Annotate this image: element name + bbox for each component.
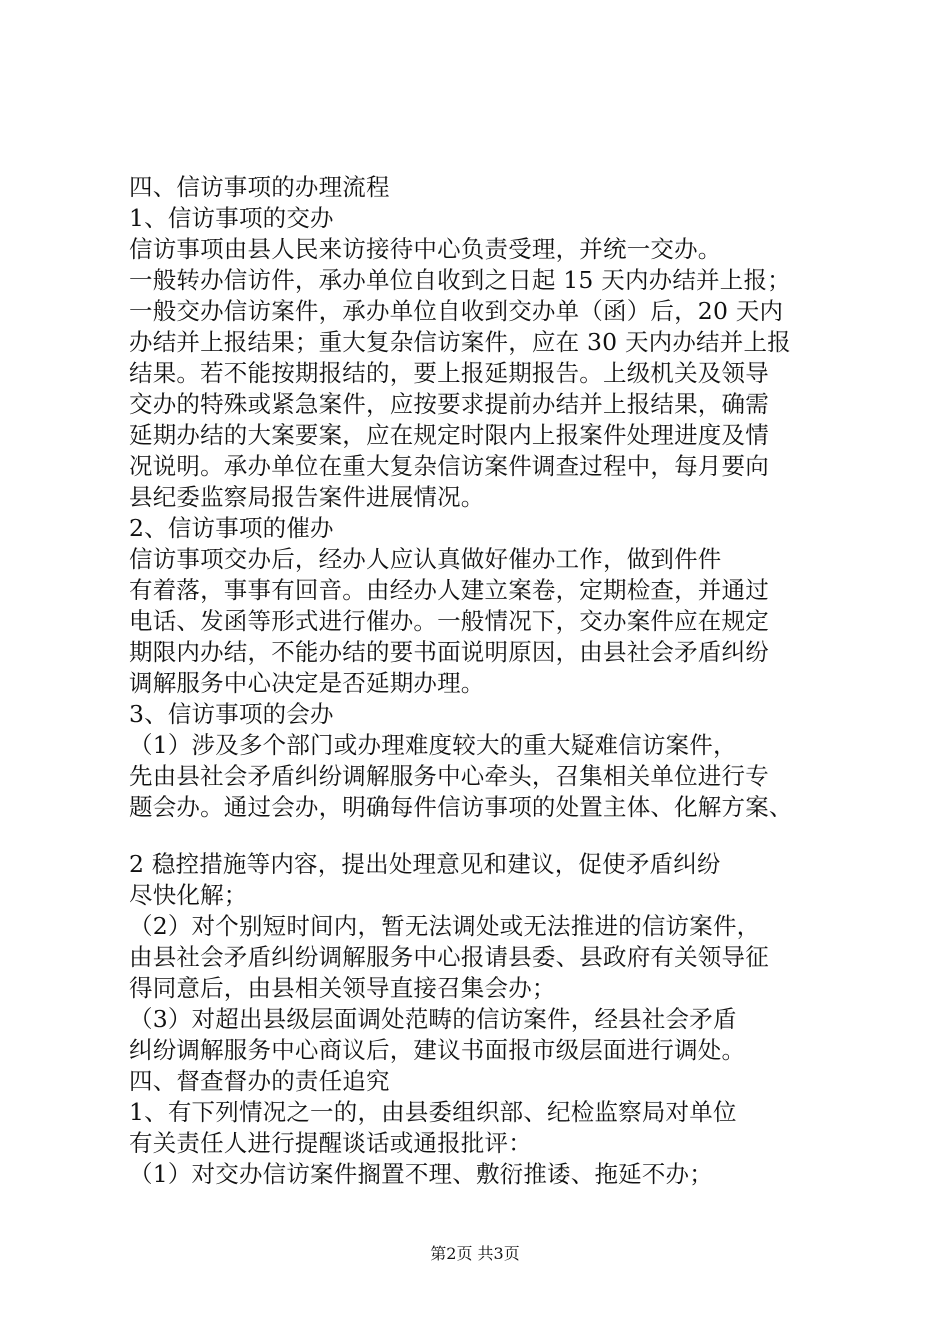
page-number-footer: 第2页 共3页 — [430, 1244, 520, 1263]
text-line: 2、信访事项的催办 — [129, 514, 334, 542]
text-line: 县纪委监察局报告案件进展情况。 — [129, 483, 485, 511]
text-line: 调解服务中心决定是否延期办理。 — [129, 669, 485, 697]
text-line: 信访事项由县人民来访接待中心负责受理，并统一交办。 — [129, 235, 722, 263]
text-line: 电话、发函等形式进行催办。一般情况下，交办案件应在规定 — [129, 607, 769, 635]
text-line: 先由县社会矛盾纠纷调解服务中心牵头，召集相关单位进行专 — [129, 762, 769, 790]
text-line: 一般交办信访案件，承办单位自收到交办单（函）后，20 天内 — [129, 297, 784, 325]
text-line: 延期办结的大案要案，应在规定时限内上报案件处理进度及情 — [129, 421, 769, 449]
text-line: 交办的特殊或紧急案件，应按要求提前办结并上报结果，确需 — [129, 390, 769, 418]
text-line: 得同意后，由县相关领导直接召集会办； — [129, 974, 556, 1002]
text-line: 3、信访事项的会办 — [129, 700, 334, 728]
text-line: 信访事项交办后，经办人应认真做好催办工作，做到件件 — [129, 545, 722, 573]
text-line: 结果。若不能按期报结的，要上报延期报告。上级机关及领导 — [129, 359, 769, 387]
text-line: 有着落，事事有回音。由经办人建立案卷，定期检查，并通过 — [129, 576, 769, 604]
text-line: （3）对超出县级层面调处范畴的信访案件，经县社会矛盾 — [129, 1005, 737, 1033]
text-line: 1、信访事项的交办 — [129, 204, 334, 232]
text-line: （1）涉及多个部门或办理难度较大的重大疑难信访案件， — [129, 731, 737, 759]
text-line: 有关责任人进行提醒谈话或通报批评： — [129, 1129, 532, 1157]
text-line: 办结并上报结果；重大复杂信访案件，应在 30 天内办结并上报 — [129, 328, 791, 356]
text-line: 四、信访事项的办理流程 — [129, 173, 390, 201]
text-line: （2）对个别短时间内，暂无法调处或无法推进的信访案件， — [129, 912, 761, 940]
text-line: 四、督查督办的责任追究 — [129, 1067, 390, 1095]
text-line: 尽快化解； — [129, 881, 248, 909]
text-line: （1）对交办信访案件搁置不理、敷衍推诿、拖延不办； — [129, 1160, 713, 1188]
text-line: 由县社会矛盾纠纷调解服务中心报请县委、县政府有关领导征 — [129, 943, 769, 971]
text-line: 期限内办结，不能办结的要书面说明原因，由县社会矛盾纠纷 — [129, 638, 769, 666]
text-line: 纠纷调解服务中心商议后，建议书面报市级层面进行调处。 — [129, 1036, 746, 1064]
text-line: 题会办。通过会办，明确每件信访事项的处置主体、化解方案、 — [129, 793, 793, 821]
text-line: 2 稳控措施等内容，提出处理意见和建议，促使矛盾纠纷 — [129, 850, 721, 878]
text-line: 一般转办信访件，承办单位自收到之日起 15 天内办结并上报； — [129, 266, 791, 294]
text-line: 况说明。承办单位在重大复杂信访案件调查过程中，每月要向 — [129, 452, 769, 480]
text-line: 1、有下列情况之一的，由县委组织部、纪检监察局对单位 — [129, 1098, 737, 1126]
